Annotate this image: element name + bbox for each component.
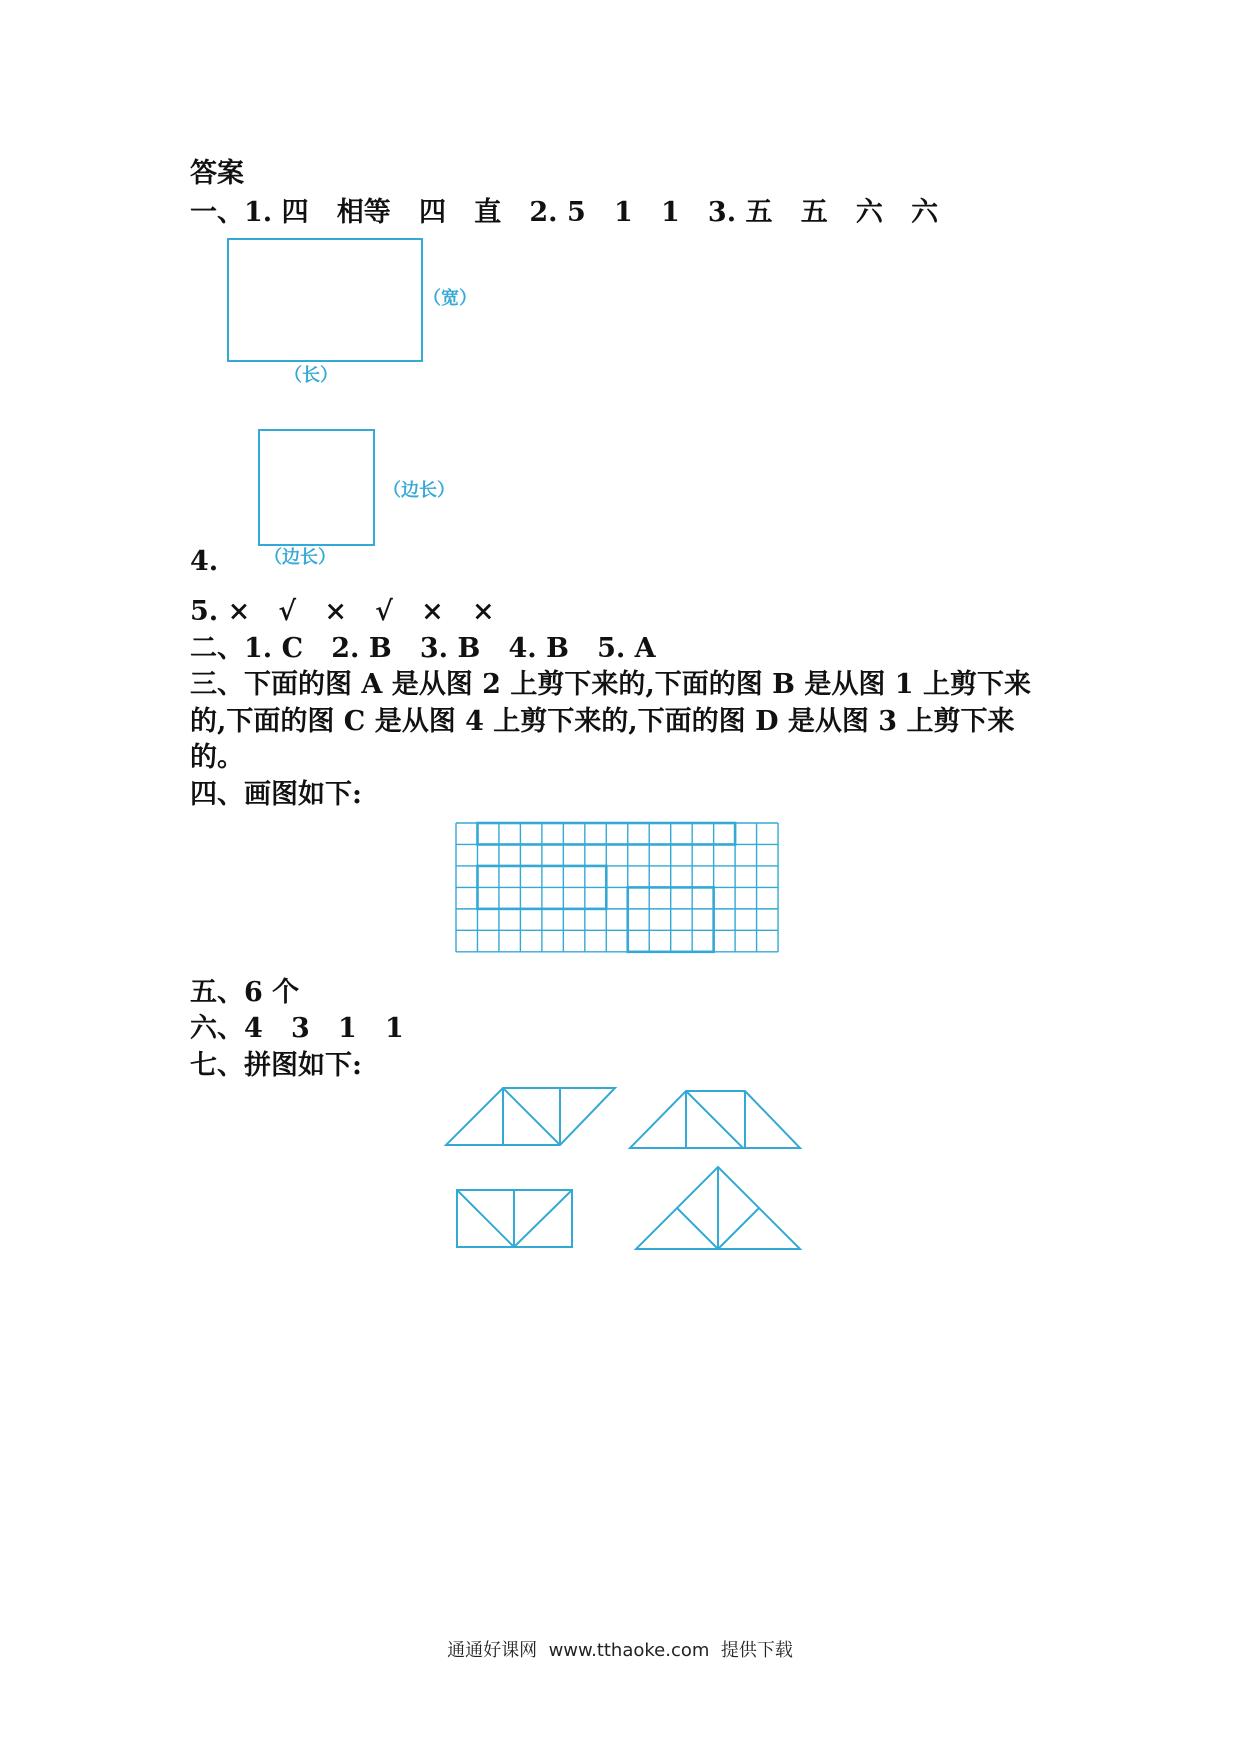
section1-line1: 一、1. 四 相等 四 直 2. 5 1 1 3. 五 五 六 六 bbox=[190, 197, 939, 228]
section5-line: 五、6 个 bbox=[190, 977, 300, 1008]
section3-line3: 的。 bbox=[190, 742, 244, 773]
puzzle-figures bbox=[446, 1088, 800, 1249]
trapezoid-puzzle bbox=[630, 1091, 800, 1148]
rect-width-label: （宽） bbox=[423, 288, 477, 309]
section7-line: 七、拼图如下: bbox=[190, 1050, 362, 1081]
triangle-puzzle bbox=[636, 1167, 800, 1249]
rectangle-figure bbox=[228, 239, 422, 361]
rectangle-puzzle bbox=[457, 1190, 572, 1247]
parallelogram-puzzle bbox=[446, 1088, 615, 1145]
item4-label: 4. bbox=[190, 546, 219, 577]
square-side-label-bottom: （边长） bbox=[264, 547, 336, 568]
drawing-grid bbox=[456, 823, 778, 952]
square-side-label-right: （边长） bbox=[383, 480, 455, 501]
section6-line: 六、4 3 1 1 bbox=[190, 1013, 404, 1044]
square-figure bbox=[259, 430, 374, 545]
item5-line: 5. × √ × √ × × bbox=[190, 596, 495, 627]
section2-line: 二、1. C 2. B 3. B 4. B 5. A bbox=[190, 633, 656, 664]
answer-heading: 答案 bbox=[190, 158, 244, 189]
section4-line: 四、画图如下: bbox=[190, 779, 362, 810]
rect-length-label: （长） bbox=[284, 365, 338, 386]
footer-text: 通通好课网 www.tthaoke.com 提供下载 bbox=[447, 1640, 793, 1661]
section3-line2: 的,下面的图 C 是从图 4 上剪下来的,下面的图 D 是从图 3 上剪下来 bbox=[190, 706, 1015, 737]
section3-line1: 三、下面的图 A 是从图 2 上剪下来的,下面的图 B 是从图 1 上剪下来 bbox=[190, 669, 1031, 700]
